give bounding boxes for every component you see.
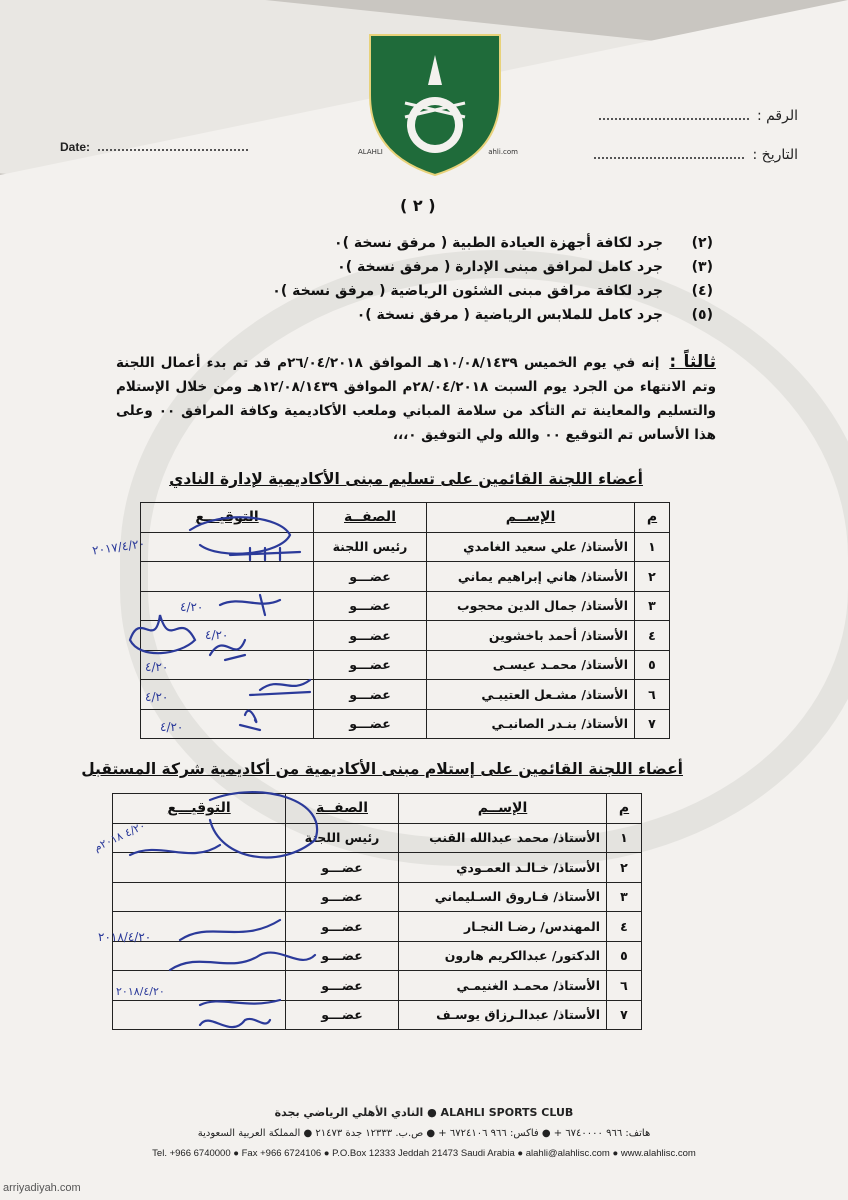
signature-mark [190,517,290,553]
table-row: ٤ الأستاذ/ أحمد باخشوين عضـــو [141,621,670,651]
list-item: (٤) جرد لكافة مرافق مبنى الشئون الرياضية ( مرفق نسخة )٠ [272,283,713,299]
logo-caption [358,148,518,156]
footer-club: النادي الأهلي الرياضي بجدة ● ALAHLI SPORTS CLUB [274,1106,574,1119]
table-row: ٣ الأستاذ/ جمال الدين محجوب عضـــو [141,591,670,621]
signature-mark [210,640,245,660]
signature-mark [200,1000,280,1005]
signature-mark [220,595,280,615]
date-label-ar: التاريخ : [752,147,798,163]
signature-date: ٢٠١٨/٤/٢٠ [98,930,152,944]
date-dots-en [98,149,248,151]
committee1-title: أعضاء اللجنة القائمين على تسليم مبنى الأكاديمية لإدارة النادي [169,470,643,488]
table-row: ٥ الدكتور/ عبدالكريم هارون عضـــو [113,941,642,971]
footer-contact-en: Tel. +966 6740000 ● Fax +966 6724106 ● P.O.Box 12333 Jeddah 21473 Saudi Arabia ● alahli@alahlisc.com ● www.alahlisc.com [152,1148,696,1159]
paragraph-label: ثالثاً : [669,352,716,372]
date-label-en: Date: [60,140,91,154]
signature-date: ٢٠١٨/٤/٢٠ [116,985,165,998]
signature-mark [240,711,260,730]
ref-label: الرقم : [756,108,798,124]
table-row: ١ الأستاذ/ محمد عبدالله القنب رئيس اللجنة [113,823,642,853]
signature-mark [250,680,310,695]
committee2-title: أعضاء اللجنة القائمين على إستلام مبنى الأكاديمية من أكاديمية شركة المستقبل [81,760,683,778]
ref-field [599,108,798,124]
signature-mark [170,953,315,970]
table-row: ٢ الأستاذ/ هاني إبراهيم يماني عضـــو [141,562,670,592]
signature-date: ٤/٢٠ [145,660,169,674]
signature-mark [210,792,317,857]
date-dots-ar [594,157,744,159]
signature-date: ٤/٢٠ [160,720,184,734]
list-item: (٢) جرد لكافة أجهزة العيادة الطبية ( مرفق نسخة )٠ [334,235,713,251]
signature-mark [230,548,300,560]
table-row: ٦ الأستاذ/ مشـعل العتيبـي عضـــو [141,680,670,710]
signature-mark [130,615,195,653]
third-paragraph [116,350,716,447]
page-number: ( ٢ ) [400,196,436,215]
signature-date: ٤/٢٠ [145,690,169,704]
table-row: ٣ الأستاذ/ فـاروق السـليماني عضـــو [113,882,642,912]
signatures-overlay [80,500,320,1060]
list-item: (٥) جرد كامل للملابس الرياضية ( مرفق نسخة )٠ [356,307,713,323]
table-row: ٧ الأستاذ/ بنـدر الصانبـي عضـــو [141,709,670,739]
table-row: ٧ الأستاذ/ عبدالـرزاق يوسـف عضـــو [113,1000,642,1030]
table-row: ٤ المهندس/ رضـا النجـار عضـــو [113,912,642,942]
signature-date: ٤/٢٠ [205,628,229,642]
signature-date: ٢٠١٧/٤/٢٠ [91,536,146,558]
table-row: ١ الأستاذ/ علي سعيد الغامدي رئيس اللجنة [141,532,670,562]
table-row: ٢ الأستاذ/ خـالـد العمـودي عضـــو [113,853,642,883]
ref-dots [599,118,749,120]
footer-contact-ar: هاتف: ٩٦٦ ٦٧٤٠٠٠٠ + ● فاكس: ٩٦٦ ٦٧٢٤١٠٦ + ● ص.ب. ١٢٣٣٣ جدة ٢١٤٧٣ ● المملكة العربية السعودية [197,1128,651,1139]
signature-date: ٤/٢٠ ٢٠١٨م [91,818,148,855]
items-list [153,235,713,331]
alahli-logo [360,25,510,185]
table-header-row: م الإســم الصفــة التوقيـــع [113,794,642,824]
list-item: (٣) جرد كامل لمرافق مبنى الإدارة ( مرفق نسخة )٠ [337,259,713,275]
site-watermark: arriyadiyah.com [3,1182,81,1194]
logo-club-en: ALAHLI [358,148,383,156]
paragraph-text: إنه في يوم الخميس ١٠/٠٨/١٤٣٩هـ الموافق ٢٦/٠٤/٢٠١٨م قد تم بدء أعمال اللجنة وتم الانتهاء من الجرد يوم السبت ٢٨/٠٤/٢٠١٨م الموافق ١٢/٠٨/١٤٣٩هـ ومن خلال الإستلام والتسليم والمعاينة تم التأكد من سلامة المباني وملعب الأكاديمية وكافة المرافق ٠٠ وعلى هذا الأساس تم التوقيع ٠٠ والله ولي التوفيق ٠،،، [116,355,717,443]
table-row: ٥ الأستاذ/ محمـد عيسـى عضـــو [141,650,670,680]
signature-mark [130,845,220,855]
date-field-ar [594,147,798,163]
signature-date: ٤/٢٠ [180,600,204,614]
signature-mark [180,920,280,940]
table-row: ٦ الأستاذ/ محمـد الغنيمـي عضـــو [113,971,642,1001]
date-field-en [60,140,248,154]
signature-mark [200,1019,270,1027]
table-header-row: م الإســم الصفــة التوقيـــع [141,503,670,533]
logo-web: ahli.com [488,148,518,156]
